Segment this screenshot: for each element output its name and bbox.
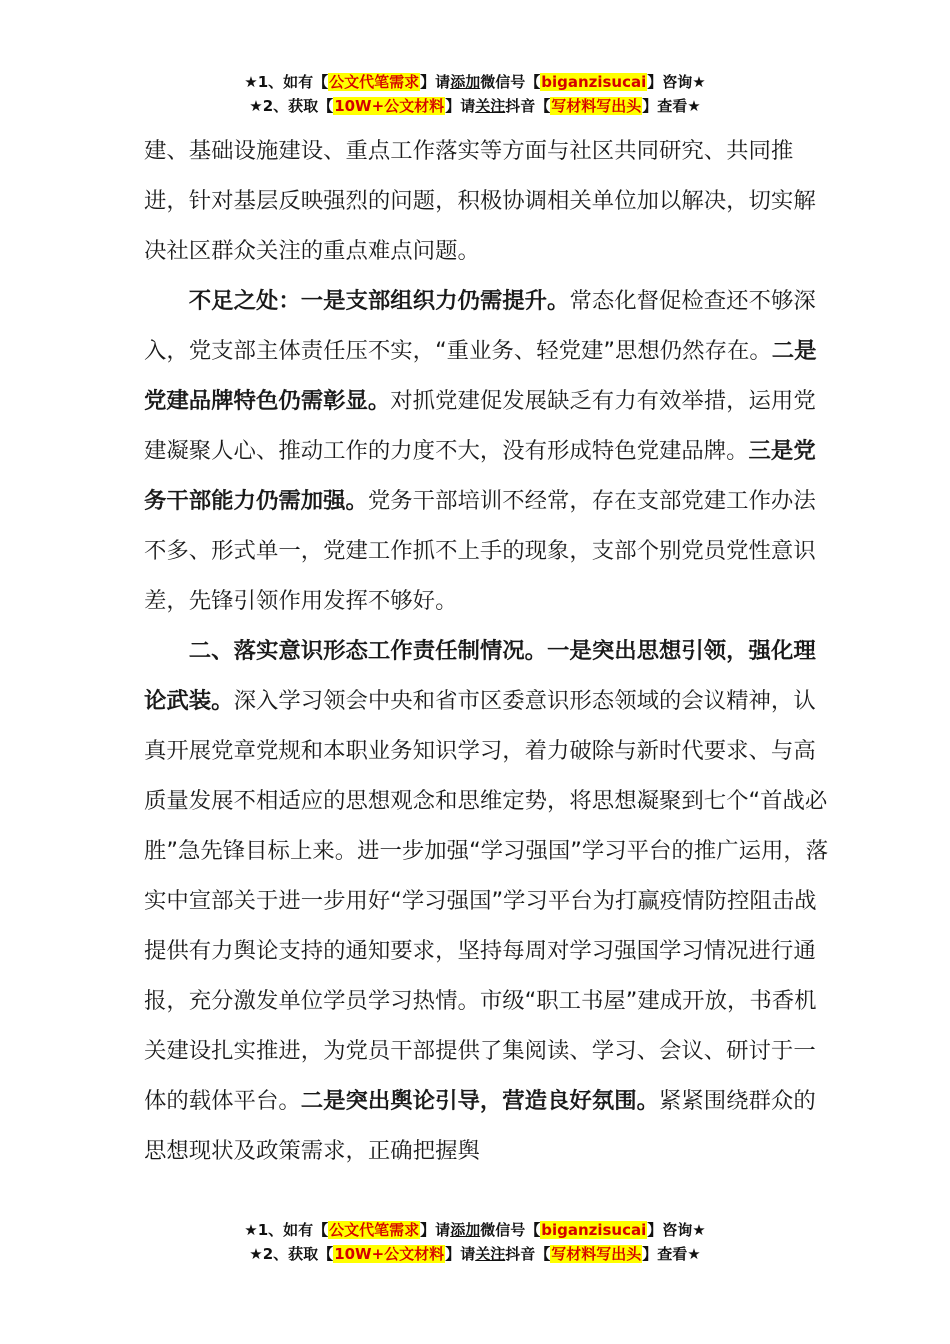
banner-text: ★1、如有【 — [244, 1221, 329, 1239]
banner-highlight: 写材料写出头 — [551, 97, 642, 115]
banner-text: 】查看★ — [642, 97, 701, 115]
banner-text: ★2、获取【 — [249, 1245, 334, 1263]
banner-underlined-text: 添加 — [450, 1221, 481, 1239]
banner-text: ★2、获取【 — [249, 97, 334, 115]
banner-underlined-text: 关注 — [475, 1245, 506, 1263]
banner-line-2 — [0, 1242, 950, 1266]
paragraph-shortcomings — [144, 276, 830, 626]
banner-highlight: 10W+公文材料 — [334, 1245, 445, 1263]
banner-line-1 — [0, 1218, 950, 1242]
bold-heading: 二是党建品牌特色仍需彰显。 — [144, 338, 817, 414]
banner-text: ★1、如有【 — [244, 73, 329, 91]
banner-text: 】查看★ — [642, 1245, 701, 1263]
banner-underlined-text: 添加 — [450, 73, 481, 91]
bold-heading: 二是突出舆论引导，营造良好氛围。 — [300, 1088, 659, 1114]
paragraph-text: 常态化督促检查还不够深入，党支部主体责任压不实，“重业务、轻党建”思想仍然存在。 — [144, 288, 816, 364]
bold-heading: 二、落实意识形态工作责任制情况。一是突出思想引领，强化理论武装。 — [144, 638, 816, 714]
banner-text: 】请 — [445, 97, 476, 115]
banner-highlight: 写材料写出头 — [551, 1245, 642, 1263]
banner-text: 】咨询★ — [647, 1221, 706, 1239]
banner-text: 微信号【 — [480, 1221, 541, 1239]
footer-banner — [0, 1218, 950, 1266]
paragraph-text: 对抓党建促发展缺乏有力有效举措，运用党建凝聚人心、推动工作的力度不大，没有形成特色党建品牌。 — [144, 388, 816, 464]
banner-text: 】咨询★ — [647, 73, 706, 91]
banner-highlight: 公文代笔需求 — [329, 73, 420, 91]
paragraph-continuation: 建、基础设施建设、重点工作落实等方面与社区共同研究、共同推进，针对基层反映强烈的问题，积极协调相关单位加以解决，切实解决社区群众关注的重点难点问题。 — [144, 138, 816, 264]
banner-text: 抖音【 — [505, 97, 551, 115]
banner-text: 】请 — [445, 1245, 476, 1263]
banner-text: 抖音【 — [505, 1245, 551, 1263]
banner-text: 】请 — [420, 1221, 451, 1239]
banner-highlight: 10W+公文材料 — [334, 97, 445, 115]
banner-line-1 — [0, 70, 950, 94]
banner-text: 微信号【 — [480, 73, 541, 91]
paragraph-text: 党务干部培训不经常，存在支部党建工作办法不多、形式单一，党建工作抓不上手的现象，支部个别党员党性意识差，先锋引领作用发挥不够好。 — [144, 488, 816, 614]
paragraph-ideology — [144, 626, 830, 1176]
bold-heading: 不足之处：一是支部组织力仍需提升。 — [188, 288, 570, 314]
document-body — [144, 126, 830, 1176]
paragraph-text: 紧紧围绕群众的思想现状及政策需求，正确把握舆 — [144, 1088, 816, 1164]
banner-underlined-text: 关注 — [475, 97, 506, 115]
bold-heading: 三是党务干部能力仍需加强。 — [144, 438, 816, 514]
banner-line-2 — [0, 94, 950, 118]
banner-highlight: biganzisucai — [541, 73, 647, 91]
banner-text: 】请 — [420, 73, 451, 91]
paragraph-text: 深入学习领会中央和省市区委意识形态领域的会议精神，认真开展党章党规和本职业务知识学习，着力破除与新时代要求、与高质量发展不相适应的思想观念和思维定势，将思想凝聚到七个“首战必胜”急先锋目标上来。进一步加强“学习强国”学习平台的推广运用，落实中宣部关于进一步用好“学习强国”学习平台为打赢疫情防控阻击战提供有力舆论支持的通知要求，坚持每周对学习强国学习情况进行通报，充分激发单位学员学习热情。市级“职工书屋”建成开放，书香机关建设扎实推进，为党员干部提供了集阅读、学习、会议、研讨于一体的载体平台。 — [144, 688, 829, 1114]
header-banner — [0, 70, 950, 118]
banner-highlight: 公文代笔需求 — [329, 1221, 420, 1239]
banner-highlight: biganzisucai — [541, 1221, 647, 1239]
